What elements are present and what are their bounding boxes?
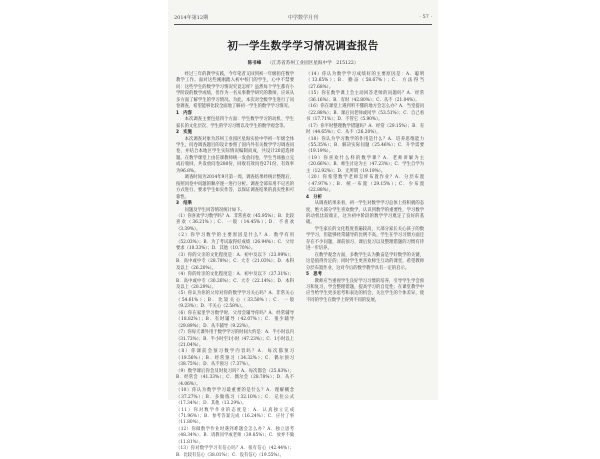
body-paragraph: 从调查结果来看，初一学生对数学学习总体上持积极的态度，绝大部分学生喜欢数学，认识到数学的重要性，学习数学的动机比较端正，这为初中阶段的数学学习奠定了良好的基础。	[306, 201, 424, 226]
body-paragraph: 调查时间为2014年9月第一周，调查结果经统计整理后，按照问卷中问题的顺序逐一进行分析。调查全部采用不记名的方式进行，要求学生如实作答，以保证调查结果的真实性和可靠性。	[176, 175, 294, 200]
article-title: 初一学生数学学习情况调查报告	[227, 40, 379, 52]
author-line	[168, 60, 438, 66]
issue-label: 2014年第12期	[174, 15, 209, 21]
survey-question: （9）数学课后你会及时复习吗？A．每次都会（25.83%）；B．经常会（41.33%）；C．偶尔会（28.78%）；D．从不（4.06%）。	[176, 368, 294, 387]
header-rule	[174, 24, 432, 25]
body-paragraph: 本次调查对象为苏州工业园区星海实验中学初一年级全体学生，问卷调查题目的设计参照了国内外有关数学学习调查问卷，并结合本地区学生实际情况编制而成，共设计20道选择题。在数学课堂上由任课教师统一发放问卷，学生当场独立完成后收回，共发放问卷280份，回收有效问卷271份，有效率为96.8%。	[176, 136, 294, 174]
body-paragraph: 学生家长的文化程度普遍较高，大部分家长关心孩子的数学学习，但能够经常辅导的比例不高。学生在学习习惯方面还存在不少问题，课前预习、课后复习以及整理错题的习惯有待进一步培养。	[306, 226, 424, 252]
survey-question: （3）你的父亲的文化程度是：A．初中及以下（23.99%）；B．高中或中专（28.78%）；C．大专（21.03%）；D．本科及以上（26.20%）。	[176, 252, 294, 271]
survey-question: （7）你每天课外用于数学学习的时间大约是：A．半小时以内（31.73%）；B．半小时至1小时（47.23%）；C．1小时以上（21.04%）。	[176, 330, 294, 349]
survey-question: （18）你认为学习数学的作用是什么？A．培养思维能力（55.35%）；B．解决实际问题（25.46%）；C．升学需要（19.19%）。	[306, 136, 424, 155]
survey-question: （13）你对数学学习有信心吗？A．很有信心（42.44%）；B．比较有信心（38.01%）；C．没有信心（19.55%）。	[176, 446, 294, 458]
section-heading: 4 分析	[306, 194, 322, 200]
survey-question: （15）你在数学课上会主动回答老师的问题吗？A．经常（36.16%）；B．有时（42.80%）；C．从不（21.04%）。	[306, 91, 424, 103]
survey-question: （14）你认为数学学习成绩好的主要原因是：A．聪明（13.65%）；B．勤奋（58.67%）；C．方法得当（27.68%）。	[306, 72, 424, 90]
survey-question: （4）你的母亲的文化程度是：A．初中及以下（27.31%）；B．高中或中专（30.26%）；C．大专（22.14%）；D．本科及以上（20.29%）。	[176, 272, 294, 290]
journal-name: 中学数学月刊	[287, 15, 319, 21]
survey-question: （19）你喜欢什么样的数学课？A．老师讲解为主（20.66%）；B．师生讨论为主（47.23%）；C．学生自学为主（12.92%）；D．无所谓（19.19%）。	[306, 155, 424, 174]
survey-question: （2）你学习数学的主要原因是什么？A．数学有用（52.03%）；B．为了考试取得好成绩（26.94%）；C．父母要求（10.33%）；D．其他（10.70%）。	[176, 233, 294, 252]
author-affiliation: （江苏省苏州工业园区星海中学 215122）	[267, 61, 359, 66]
survey-question: （17）你平时整理数学错题吗？A．经常（29.15%）；B．有时（44.65%）；C．从不（26.20%）。	[306, 123, 424, 136]
body-paragraph: 本次调查主要包括四个方面：学生数学学习的动机、学生家长的文化层次、学生的学习习惯以及学生的数学观念等。	[176, 117, 294, 129]
left-text-column	[176, 72, 294, 458]
author-name: 陈书峰	[247, 61, 262, 66]
page-number: · 57 ·	[419, 14, 432, 20]
survey-question: （5）你认为你的父母对你的数学学习关心吗？A．非常关心（54.61%）；B．比较关心（33.58%）；C．一般（9.23%）；D．不关心（2.58%）。	[176, 291, 294, 310]
running-header	[174, 14, 432, 24]
survey-question: （1）你喜欢学习数学吗？A．非常喜欢（45.95%）；B．比较喜欢（36.21%）；C．一般（14.45%）；D．不喜欢（3.39%）。	[176, 213, 294, 232]
survey-question: （6）你在家里学习数学时，父母会辅导你吗？A．经常辅导（18.82%）；B．有时辅导（42.07%）；C．很少辅导（29.89%）；D．从不辅导（9.22%）。	[176, 310, 294, 329]
journal-page	[168, 0, 438, 458]
section-heading: 2 实施	[176, 130, 192, 136]
survey-question: （20）你希望数学老师怎样布置作业？A．分层布置（47.97%）；B．统一布置（29.15%）；C．少布置（22.88%）。	[306, 175, 424, 194]
survey-question: （16）你在课堂上遇到听不懂的地方会怎么办？A．当堂提问（22.88%）；B．课后问老师或同学（53.51%）；C．自己看书（17.71%）；D．不管它（5.90%）。	[306, 104, 424, 123]
section-heading: 3 结果	[176, 201, 192, 207]
section-heading: 1 内容	[176, 110, 192, 116]
survey-question: （12）你做数学作业时遇到难题会怎么办？A．独立思考（48.34%）；B．请教同学或老师（39.85%）；C．放弃不做（11.81%）。	[176, 426, 294, 445]
body-paragraph: 经过三年的教学实践，今年笔者又回到初一年级担任数学教学工作。面对这些刚刚踏入初中校门的学生，心中不禁要问：这些学生的数学学习情况究竟怎样？虽然每个学生都有小学阶段的数学成绩，但作为一名从事教学研究的教师，应该从多方面了解学生的学习情况。为此，本次对全级学生进行了问卷调查，希望能够比较全面地了解初一学生的数学学习情况。	[176, 72, 294, 110]
survey-question: （10）你认为数学学习最重要的是什么？A．理解概念（37.27%）；B．多做练习（32.10%）；C．记住公式（17.34%）；D．其他（13.29%）。	[176, 388, 294, 407]
survey-question: （11）你对数学作业的态度是：A．认真独立完成（71.96%）；B．参考答案完成（16.24%）；C．应付了事（11.80%）。	[176, 407, 294, 426]
section-heading: 5 思考	[306, 272, 322, 278]
body-paragraph: 教师应当重视学生良好学习习惯的培养，引导学生学会预习和复习，学会整理错题，提高学习的自觉性；在课堂教学中应当给学生更多思考和表达的机会，关注学生的个体差异，使不同的学生在数学上得到不同的发展。	[306, 278, 424, 303]
body-paragraph: 在数学观念方面，多数学生认为勤奋是学好数学的关键，这是值得肯定的；同时学生更喜欢师生互动的课堂，希望教师分层布置作业，这对今后的数学教学具有一定的启示。	[306, 252, 424, 271]
right-text-column	[306, 72, 424, 394]
survey-question: （8）你课前会预习数学内容吗？A．每次都预习（19.56%）；B．经常预习（34.32%）；C．偶尔预习（38.75%）；D．从不预习（7.37%）。	[176, 349, 294, 368]
body-paragraph: 问题及学生回答情况统计如下。	[184, 207, 245, 213]
